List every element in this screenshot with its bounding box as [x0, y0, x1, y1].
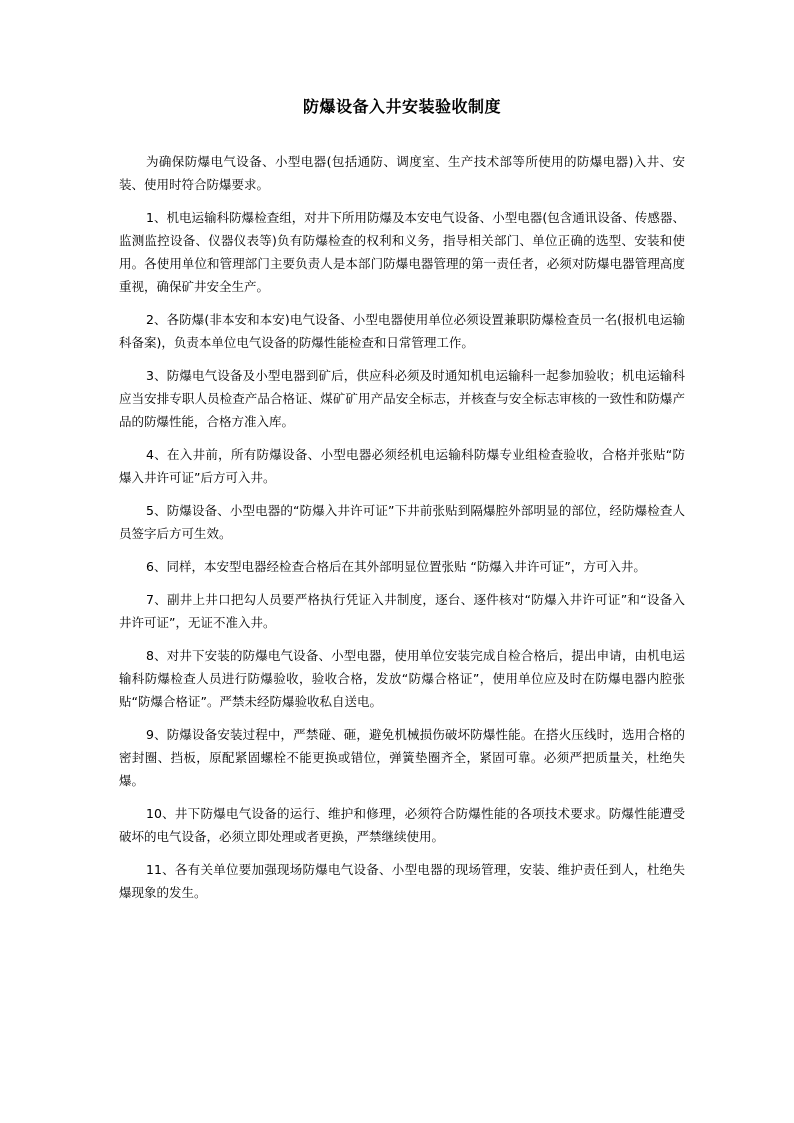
clause-5: 5、防爆设备、小型电器的“防爆入井许可证”下井前张贴到隔爆腔外部明显的部位，经防爆检查人员签字后方可生效。	[119, 503, 685, 541]
clause-7: 7、副井上井口把勾人员要严格执行凭证入井制度，逐台、逐件核对“防爆入井许可证”和“设备入井许可证”，无证不准入井。	[119, 592, 685, 630]
intro-paragraph: 为确保防爆电气设备、小型电器(包括通防、调度室、生产技术部等所使用的防爆电器)入井、安装、使用时符合防爆要求。	[119, 154, 685, 192]
clause-8: 8、对井下安装的防爆电气设备、小型电器，使用单位安装完成自检合格后，提出申请，由机电运输科防爆检查人员进行防爆验收，验收合格，发放“防爆合格证”，使用单位应及时在防爆电器内腔张贴“防爆合格证”。严禁未经防爆验收私自送电。	[119, 648, 685, 709]
clause-9: 9、防爆设备安装过程中，严禁碰、砸，避免机械损伤破坏防爆性能。在搭火压线时，选用合格的密封圈、挡板，原配紧固螺栓不能更换或错位，弹簧垫圈齐全，紧固可靠。必须严把质量关，杜绝失爆。	[119, 727, 685, 788]
document-title: 防爆设备入井安装验收制度	[302, 97, 501, 116]
clause-2: 2、各防爆(非本安和本安)电气设备、小型电器使用单位必须设置兼职防爆检查员一名(报机电运输科备案)，负责本单位电气设备的防爆性能检查和日常管理工作。	[119, 312, 685, 350]
clause-1: 1、机电运输科防爆检查组，对井下所用防爆及本安电气设备、小型电器(包含通讯设备、传感器、监测监控设备、仪器仪表等)负有防爆检查的权利和义务，指导相关部门、单位正确的选型、安装和使用。各使用单位和管理部门主要负责人是本部门防爆电器管理的第一责任者，必须对防爆电器管理高度重视，确保矿井安全生产。	[119, 210, 685, 294]
clause-3: 3、防爆电气设备及小型电器到矿后，供应科必须及时通知机电运输科一起参加验收；机电运输科应当安排专职人员检查产品合格证、煤矿矿用产品安全标志，并核查与安全标志审核的一致性和防爆产品的防爆性能，合格方准入库。	[119, 368, 685, 429]
clause-10: 10、井下防爆电气设备的运行、维护和修理，必须符合防爆性能的各项技术要求。防爆性能遭受破坏的电气设备，必须立即处理或者更换，严禁继续使用。	[119, 806, 685, 844]
clause-6: 6、同样，本安型电器经检查合格后在其外部明显位置张贴 “防爆入井许可证”，方可入井。	[146, 559, 646, 574]
clause-4: 4、在入井前，所有防爆设备、小型电器必须经机电运输科防爆专业组检查验收，合格并张贴“防爆入井许可证”后方可入井。	[119, 447, 685, 485]
clause-11: 11、各有关单位要加强现场防爆电气设备、小型电器的现场管理，安装、维护责任到人，杜绝失爆现象的发生。	[119, 862, 685, 900]
document-body	[119, 96, 685, 914]
